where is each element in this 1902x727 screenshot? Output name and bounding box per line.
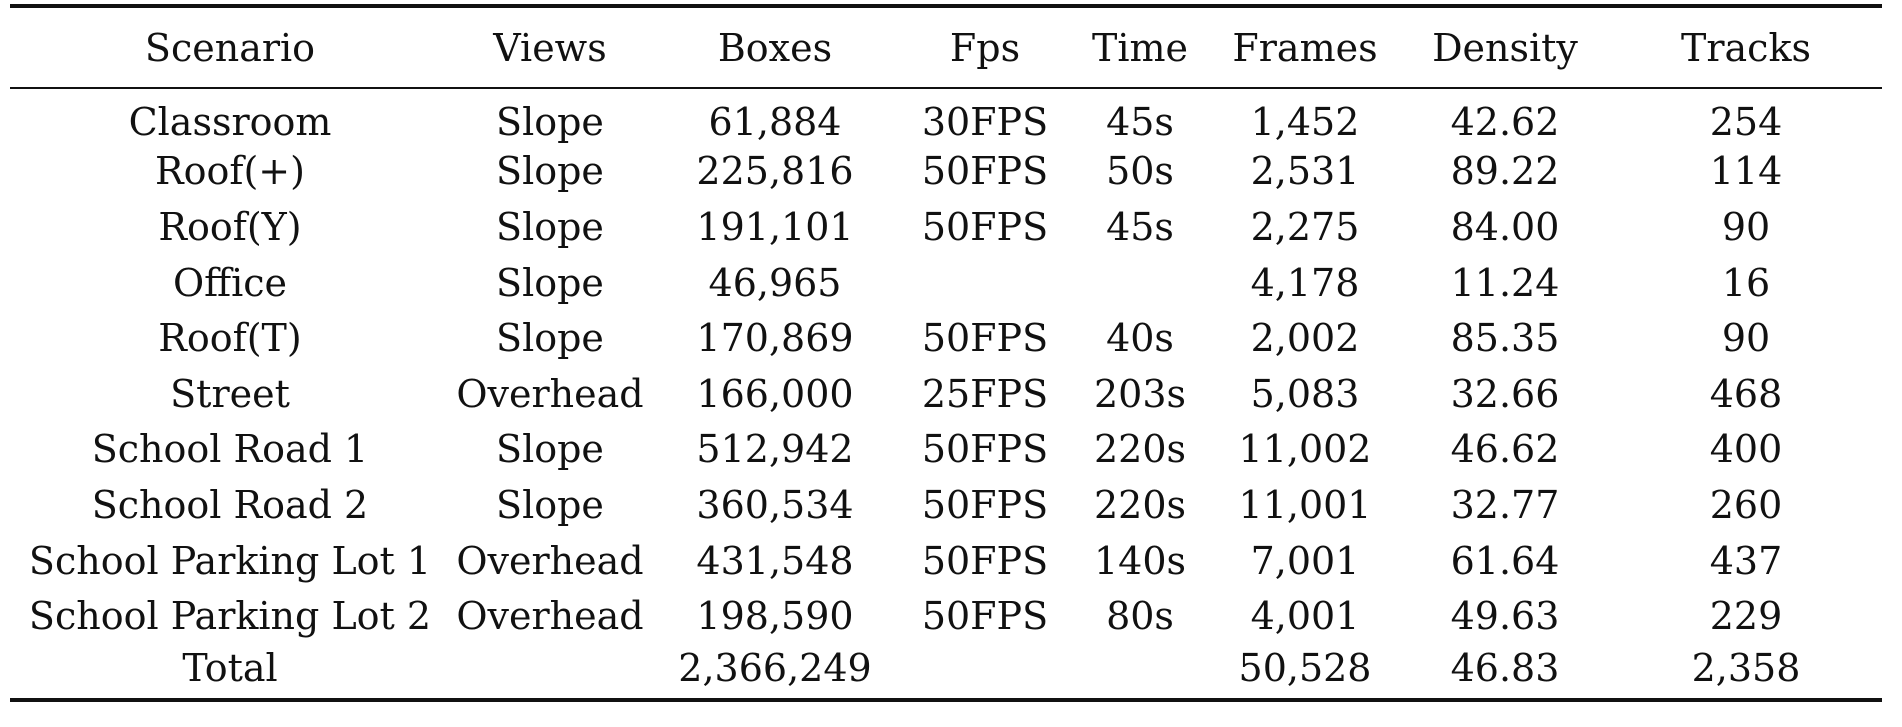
table-row <box>10 533 1882 589</box>
cell-frames: 5,083 <box>1250 371 1360 416</box>
cell-scenario: Classroom <box>128 100 332 145</box>
cell-fps: 25FPS <box>921 371 1049 416</box>
cell-time: 40s <box>1106 316 1174 361</box>
cell-scenario: School Parking Lot 2 <box>28 594 432 639</box>
cell-time: 220s <box>1093 427 1187 472</box>
cell-scenario: Street <box>170 371 290 416</box>
cell-views: Slope <box>496 100 604 145</box>
cell-density: 84.00 <box>1450 204 1560 249</box>
cell-tracks: 229 <box>1709 594 1783 639</box>
cell-time: 45s <box>1106 100 1174 145</box>
cell-tracks: 400 <box>1709 427 1783 472</box>
cell-time <box>1070 255 1210 311</box>
header-views: Views <box>493 25 607 70</box>
cell-tracks: 437 <box>1709 538 1783 583</box>
cell-frames: 2,531 <box>1250 149 1360 194</box>
cell-boxes: 360,534 <box>696 482 854 527</box>
cell-time: 220s <box>1093 482 1187 527</box>
cell-fps: 50FPS <box>921 427 1049 472</box>
cell-density: 42.62 <box>1450 100 1560 145</box>
cell-fps: 50FPS <box>921 482 1049 527</box>
cell-density: 85.35 <box>1450 316 1560 361</box>
table-total-row <box>10 644 1882 700</box>
cell-fps: 50FPS <box>921 594 1049 639</box>
dataset-statistics-table <box>10 4 1882 702</box>
header-time: Time <box>1091 25 1189 70</box>
cell-scenario: Roof(T) <box>158 316 302 361</box>
table-row <box>10 144 1882 200</box>
cell-frames: 4,178 <box>1250 260 1360 305</box>
cell-boxes: 431,548 <box>696 538 854 583</box>
table-row <box>10 310 1882 366</box>
table-body <box>10 88 1882 700</box>
cell-tracks: 114 <box>1709 149 1783 194</box>
cell-views: Slope <box>496 204 604 249</box>
cell-boxes: 170,869 <box>696 316 854 361</box>
table-header-row <box>10 6 1882 88</box>
cell-fps: 30FPS <box>921 100 1049 145</box>
cell-boxes: 225,816 <box>696 149 854 194</box>
cell-density: 46.62 <box>1450 427 1560 472</box>
cell-scenario: Office <box>172 260 288 305</box>
cell-scenario: Total <box>182 645 278 690</box>
cell-fps: 50FPS <box>921 538 1049 583</box>
header-fps: Fps <box>949 25 1021 70</box>
cell-fps: 50FPS <box>921 149 1049 194</box>
cell-views: Slope <box>496 149 604 194</box>
cell-scenario: Roof(Y) <box>158 204 302 249</box>
cell-density: 46.83 <box>1450 645 1560 690</box>
cell-time: 140s <box>1093 538 1187 583</box>
cell-fps <box>900 644 1070 700</box>
cell-boxes: 512,942 <box>696 427 854 472</box>
cell-views: Overhead <box>456 594 644 639</box>
cell-tracks: 16 <box>1721 260 1771 305</box>
cell-frames: 1,452 <box>1250 100 1360 145</box>
cell-fps: 50FPS <box>921 204 1049 249</box>
cell-time: 45s <box>1106 204 1174 249</box>
cell-views: Slope <box>496 260 604 305</box>
dataset-statistics-table-container <box>10 4 1882 702</box>
table-row <box>10 255 1882 311</box>
cell-boxes: 166,000 <box>696 371 854 416</box>
table-row <box>10 588 1882 644</box>
table-row <box>10 477 1882 533</box>
cell-tracks: 260 <box>1709 482 1783 527</box>
cell-scenario: Roof(+) <box>155 149 305 194</box>
cell-frames: 2,002 <box>1250 316 1360 361</box>
cell-tracks: 90 <box>1721 204 1771 249</box>
cell-scenario: School Road 2 <box>91 482 369 527</box>
cell-views: Slope <box>496 427 604 472</box>
cell-views: Overhead <box>456 538 644 583</box>
cell-density: 49.63 <box>1450 594 1560 639</box>
cell-density: 89.22 <box>1450 149 1560 194</box>
header-boxes: Boxes <box>717 25 833 70</box>
cell-views: Slope <box>496 482 604 527</box>
cell-density: 61.64 <box>1450 538 1560 583</box>
header-density: Density <box>1432 25 1578 70</box>
cell-boxes: 61,884 <box>708 100 842 145</box>
cell-scenario: School Parking Lot 1 <box>28 538 432 583</box>
cell-frames: 11,001 <box>1238 482 1372 527</box>
header-tracks: Tracks <box>1681 25 1811 70</box>
table-row <box>10 199 1882 255</box>
cell-fps <box>900 255 1070 311</box>
header-frames: Frames <box>1232 25 1378 70</box>
cell-tracks: 254 <box>1709 100 1783 145</box>
cell-time: 203s <box>1093 371 1187 416</box>
cell-tracks: 2,358 <box>1691 645 1801 690</box>
header-scenario: Scenario <box>144 25 316 70</box>
cell-frames: 2,275 <box>1250 204 1360 249</box>
table-row <box>10 88 1882 144</box>
cell-frames: 7,001 <box>1250 538 1360 583</box>
table-row <box>10 422 1882 478</box>
cell-frames: 4,001 <box>1250 594 1360 639</box>
cell-views <box>450 644 650 700</box>
table-row <box>10 366 1882 422</box>
cell-tracks: 468 <box>1709 371 1783 416</box>
cell-boxes: 198,590 <box>696 594 854 639</box>
cell-time: 50s <box>1106 149 1174 194</box>
cell-fps: 50FPS <box>921 316 1049 361</box>
cell-scenario: School Road 1 <box>91 427 369 472</box>
cell-frames: 50,528 <box>1238 645 1372 690</box>
cell-density: 32.77 <box>1450 482 1560 527</box>
cell-views: Slope <box>496 316 604 361</box>
cell-frames: 11,002 <box>1238 427 1372 472</box>
cell-time: 80s <box>1106 594 1174 639</box>
cell-boxes: 2,366,249 <box>678 645 872 690</box>
cell-tracks: 90 <box>1721 316 1771 361</box>
cell-density: 32.66 <box>1450 371 1560 416</box>
cell-boxes: 46,965 <box>708 260 842 305</box>
cell-density: 11.24 <box>1450 260 1560 305</box>
cell-time <box>1070 644 1210 700</box>
cell-boxes: 191,101 <box>696 204 854 249</box>
cell-views: Overhead <box>456 371 644 416</box>
